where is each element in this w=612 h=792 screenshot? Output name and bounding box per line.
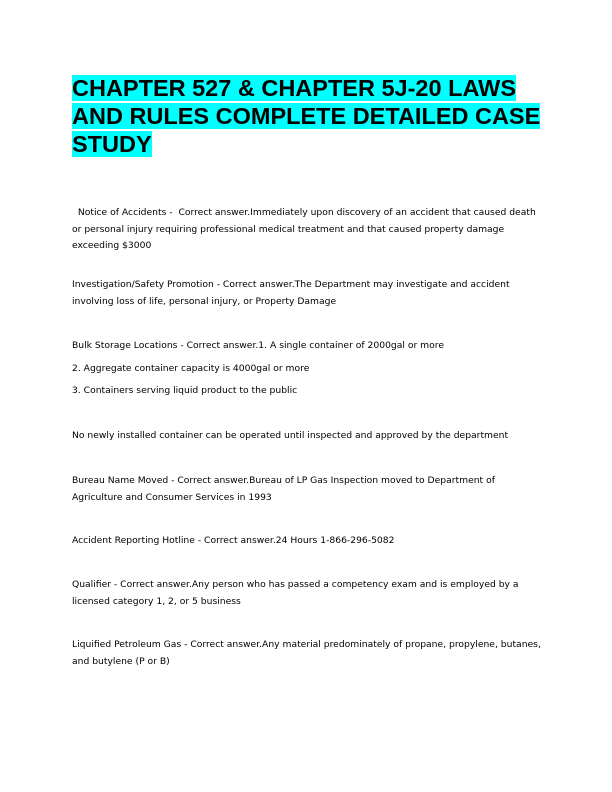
entry-notice-of-accidents: Notice of Accidents - Correct answer.Immediately upon discovery of an accident that caused death or personal injury requiring professional medical treatment and that caused property damage exceeding $3000 bbox=[72, 207, 539, 251]
entry-container-inspection: No newly installed container can be operated until inspected and approved by the department bbox=[72, 430, 509, 441]
entry-accident-reporting-hotline: Accident Reporting Hotline - Correct answer.24 Hours 1-866-296-5082 bbox=[72, 535, 395, 546]
entry-bulk-storage-item-3: 3. Containers serving liquid product to the public bbox=[72, 385, 298, 396]
entry-bulk-storage-locations: Bulk Storage Locations - Correct answer.1. A single container of 2000gal or more bbox=[72, 340, 444, 351]
entry-liquified-petroleum-gas: Liquified Petroleum Gas - Correct answer.Any material predominately of propane, propylene, butanes, and butylene (P or B) bbox=[72, 639, 541, 667]
document-title bbox=[72, 74, 542, 158]
entry-bureau-name-moved: Bureau Name Moved - Correct answer.Bureau of LP Gas Inspection moved to Department of Agriculture and Consumer Services in 1993 bbox=[72, 475, 495, 503]
entry-investigation-safety-promotion: Investigation/Safety Promotion - Correct answer.The Department may investigate and accident involving loss of life, personal injury, or Property Damage bbox=[72, 279, 510, 307]
entry-qualifier: Qualifier - Correct answer.Any person who has passed a competency exam and is employed by a licensed category 1, 2, or 5 business bbox=[72, 579, 519, 607]
document-title-text: CHAPTER 527 & CHAPTER 5J-20 LAWS AND RULES COMPLETE DETAILED CASE STUDY bbox=[72, 75, 541, 157]
entry-bulk-storage-item-2: 2. Aggregate container capacity is 4000gal or more bbox=[72, 363, 310, 374]
